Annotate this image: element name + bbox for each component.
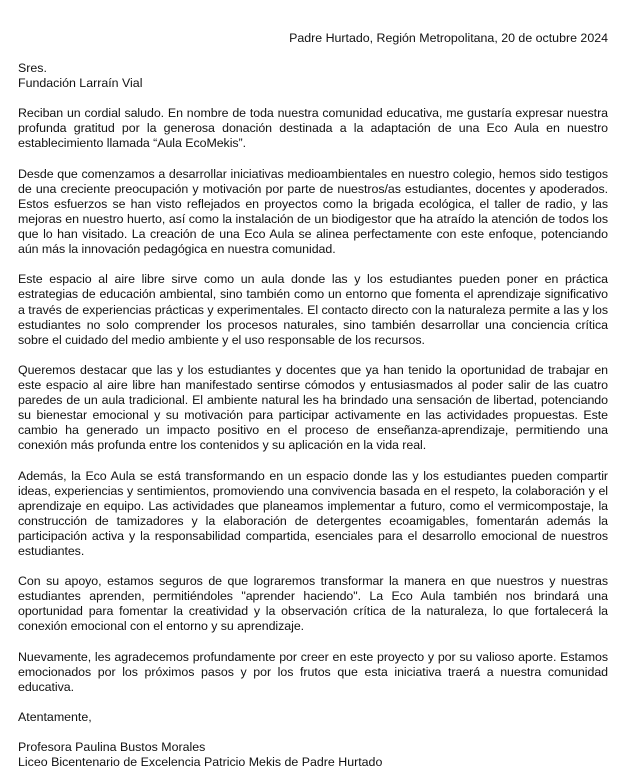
recipient-salutation: Sres. [18,61,47,76]
paragraph-outdoor-space: Este espacio al aire libre sirve como un aula donde las y los estudiantes pueden poner en práctica estrategias de educación ambiental, sino también como un entorno que fomenta el aprendizaje significativo a través de experiencias prácticas y experimentales. El contacto directo con la naturaleza permite a las y los estudiantes no solo comprender los procesos naturales, sino también desarrollar una conciencia crítica sobre el cuidado del medio ambiente y el uso responsable de los recursos. [18,272,608,347]
paragraph-experience: Queremos destacar que las y los estudiantes y docentes que ya han tenido la oportunidad de trabajar en este espacio al aire libre han manifestado sentirse cómodos y entusiasmados al poder salir de las cuatro paredes de un aula tradicional. El ambiente natural les ha brindado una sensación de libertad, potenciando su bienestar emocional y su motivación para participar activamente en las actividades propuestas. Este cambio ha generado un impacto positivo en el proceso de enseñanza-aprendizaje, permitiendo una conexión más profunda entre los contenidos y su aplicación en la vida real. [18,362,608,453]
paragraph-future-activities: Además, la Eco Aula se está transformando en un espacio donde las y los estudiantes pueden compartir ideas, experiencias y sentimientos, promoviendo una convivencia basada en el respeto, la colaboración y el aprendizaje en equipo. Las actividades que planeamos implementar a futuro, como el vermicompostaje, la construcción de tamizadores y la elaboración de detergentes ecoamigables, fomentarán además la participación activa y la responsabilidad compartida, esenciales para el desarrollo emocional de nuestros estudiantes. [18,468,608,558]
signature-institution: Liceo Bicentenario de Excelencia Patricio Mekis de Padre Hurtado [18,755,383,770]
paragraph-greeting: Reciban un cordial saludo. En nombre de toda nuestra comunidad educativa, me gustaría expresar nuestra profunda gratitud por la generosa donación destinada a la adaptación de una Eco Aula en nuestro establecimiento llamada “Aula EcoMekis”. [18,106,608,151]
paragraph-thanks: Nuevamente, les agradecemos profundamente por creer en este proyecto y por su valioso aporte. Estamos emocionados por los próximos pasos y por los frutos que esta iniciativa traerá a nuestra comunidad educativa. [18,649,608,694]
recipient-block [18,61,608,91]
closing: Atentamente, [18,710,92,725]
paragraph-support: Con su apoyo, estamos seguros de que lograremos transformar la manera en que nuestros y nuestras estudiantes aprenden, permitiéndoles "aprender haciendo". La Eco Aula también nos brindará una oportunidad para fomentar la creatividad y la observación crítica de la naturaleza, lo que fortalecerá la conexión emocional con el entorno y su aprendizaje. [18,574,608,634]
signature-name: Profesora Paulina Bustos Morales [18,740,206,755]
recipient-organization: Fundación Larraín Vial [18,76,143,91]
place-date: Padre Hurtado, Región Metropolitana, 20 de octubre 2024 [289,31,608,45]
paragraph-initiatives: Desde que comenzamos a desarrollar iniciativas medioambientales en nuestro colegio, hemos sido testigos de una creciente preocupación y motivación por parte de nuestros/as estudiantes, docentes y apoderados. Estos esfuerzos se han visto reflejados en proyectos como la brigada ecológica, el taller de radio, y las mejoras en nuestro huerto, así como la instalación de un biodigestor que ha atraído la atención de todos los que lo han visitado. La creación de una Eco Aula se alinea perfectamente con este enfoque, potenciando aún más la innovación pedagógica en nuestra comunidad. [18,166,608,257]
signature-block [18,740,608,770]
